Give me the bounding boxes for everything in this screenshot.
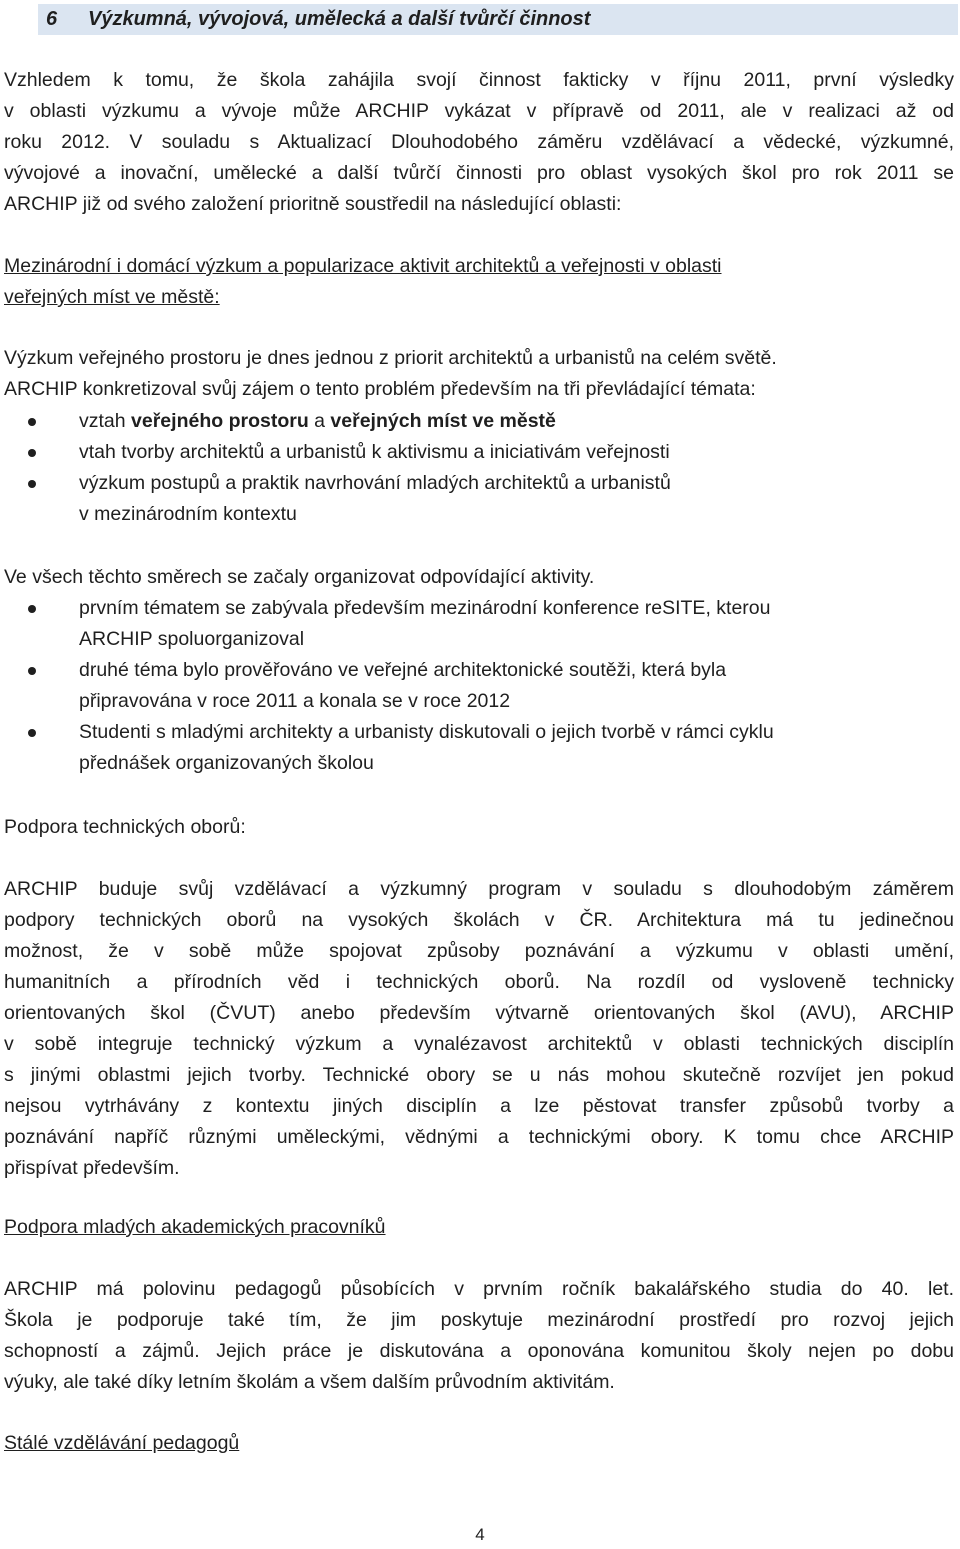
- technical-paragraph: [4, 874, 954, 1184]
- bullet-icon: [28, 729, 36, 737]
- topic-list: [4, 406, 954, 530]
- subsection-heading-technical: Podpora technických oborů:: [4, 816, 246, 838]
- paragraph-line: poznávání napříč různými uměleckými, vědnými a technickými obory. K tomu chce ARCHIP: [4, 1126, 954, 1148]
- subsection-heading-teacher-education: Stálé vzdělávání pedagogů: [4, 1432, 240, 1454]
- bold-text: veřejného prostoru: [131, 410, 309, 432]
- paragraph-line: ARCHIP již od svého založení prioritně soustředil na následující oblasti:: [4, 193, 622, 215]
- paragraph-line: Výzkum veřejného prostoru je dnes jednou z priorit architektů a urbanistů na celém světě.: [4, 347, 777, 369]
- section-title: Výzkumná, vývojová, umělecká a další tvůrčí činnost: [88, 8, 591, 30]
- bullet-icon: [28, 449, 36, 457]
- subsection-heading-research: [4, 251, 954, 313]
- intro-paragraph: [4, 65, 954, 220]
- list-item: prvním tématem se zabývala především mezinárodní konference reSITE, kterou ARCHIP spoluorganizoval: [4, 593, 954, 655]
- page-number: 4: [475, 1525, 485, 1544]
- paragraph-line: roku 2012. V souladu s Aktualizací Dlouhodobého záměru vzdělávací a vědecké, výzkumné,: [4, 131, 954, 153]
- paragraph-line: nejsou vytrhávány z kontextu jiných disciplín a lze pěstovat transfer způsobů tvorby a: [4, 1095, 954, 1117]
- paragraph-line: podpory technických oborů na vysokých školách v ČR. Architektura má tu jedinečnou: [4, 909, 954, 931]
- list-item: výzkum postupů a praktik navrhování mladých architektů a urbanistů v mezinárodním kontextu: [4, 468, 954, 530]
- paragraph-line: možnost, že v sobě může spojovat způsoby poznávání a výzkumu v oblasti umění,: [4, 940, 954, 962]
- bullet-icon: [28, 480, 36, 488]
- subsection-heading-young-staff: Podpora mladých akademických pracovníků: [4, 1216, 386, 1238]
- list-item: vtah tvorby architektů a urbanistů k aktivismu a iniciativám veřejnosti: [4, 437, 954, 468]
- paragraph-line: vývojové a inovační, umělecké a další tvůrčí činnosti pro oblast vysokých škol pro rok 2011 se: [4, 162, 954, 184]
- bullet-icon: [28, 605, 36, 613]
- section-heading: [38, 4, 958, 35]
- paragraph-line: orientovaných škol (ČVUT) anebo především výtvarně orientovaných škol (AVU), ARCHIP: [4, 1002, 954, 1024]
- paragraph-line: Vzhledem k tomu, že škola zahájila svojí činnost fakticky v říjnu 2011, první výsledky: [4, 69, 954, 91]
- paragraph-line: výuky, ale také díky letním školám a všem dalším průvodním aktivitám.: [4, 1371, 615, 1393]
- paragraph-line: ARCHIP buduje svůj vzdělávací a výzkumný program v souladu s dlouhodobým záměrem: [4, 878, 954, 900]
- list-item: vztah veřejného prostoru a veřejných míst ve městě: [4, 406, 954, 437]
- young-staff-paragraph: [4, 1274, 954, 1398]
- paragraph-line: ARCHIP konkretizoval svůj zájem o tento problém především na tři převládající témata:: [4, 378, 756, 400]
- heading-line: Mezinárodní i domácí výzkum a popularizace aktivit architektů a veřejnosti v oblasti: [4, 255, 722, 277]
- paragraph-line: schopností a zájmů. Jejich práce je diskutována a oponována komunitou školy nejen po dobu: [4, 1340, 954, 1362]
- paragraph-line: ARCHIP má polovinu pedagogů působících v prvním ročník bakalářského studia do 40. let.: [4, 1278, 954, 1300]
- paragraph-line: v sobě integruje technický výzkum a vynalézavost architektů v oblasti technických disciplín: [4, 1033, 954, 1055]
- bullet-icon: [28, 667, 36, 675]
- list-item: Studenti s mladými architekty a urbanisty diskutovali o jejich tvorbě v rámci cyklu přednášek organizovaných školou: [4, 717, 954, 779]
- activities-list: [4, 593, 954, 779]
- research-paragraph: [4, 343, 954, 405]
- paragraph-line: přispívat především.: [4, 1157, 180, 1179]
- paragraph-line: s jinými oblastmi jejich tvorby. Technické obory se u nás mohou skutečně rozvíjet jen pokud: [4, 1064, 954, 1086]
- section-number: 6: [46, 8, 58, 30]
- bullet-icon: [28, 418, 36, 426]
- paragraph-line: humanitních a přírodních věd i technických oborů. Na rozdíl od vysloveně technicky: [4, 971, 954, 993]
- list-item: druhé téma bylo prověřováno ve veřejné architektonické soutěži, která byla připravována v roce 2011 a konala se v roce 2012: [4, 655, 954, 717]
- paragraph-line: Škola je podporuje také tím, že jim poskytuje mezinárodní prostředí pro rozvoj jejich: [4, 1309, 954, 1331]
- bold-text: veřejných míst ve městě: [330, 410, 556, 432]
- heading-line: veřejných míst ve městě:: [4, 286, 220, 308]
- activities-intro: Ve všech těchto směrech se začaly organizovat odpovídající aktivity.: [4, 566, 595, 588]
- paragraph-line: v oblasti výzkumu a vývoje může ARCHIP vykázat v přípravě od 2011, ale v realizaci až od: [4, 100, 954, 122]
